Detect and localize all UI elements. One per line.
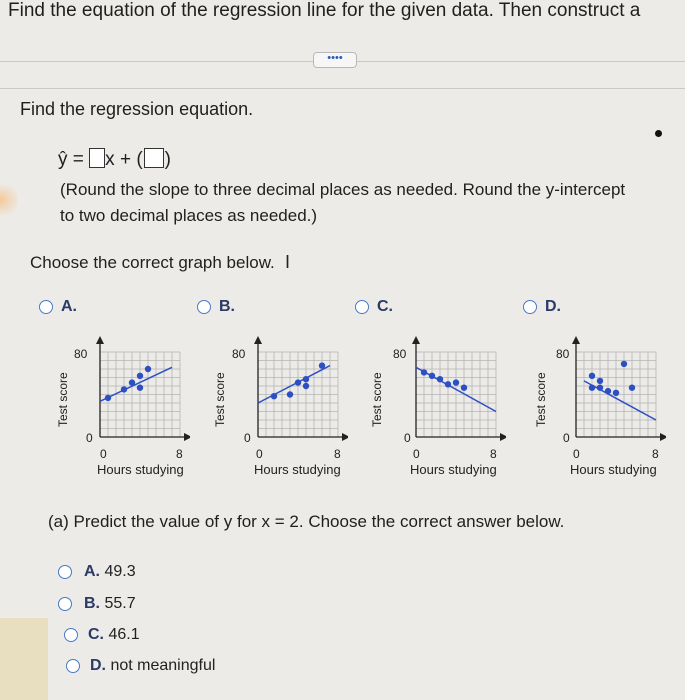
- close-paren: ): [164, 149, 171, 170]
- data-point: [137, 373, 143, 379]
- y-axis-arrow: [254, 336, 262, 344]
- question-heading: Find the regression equation.: [20, 99, 254, 119]
- more-button[interactable]: ••••: [313, 52, 357, 68]
- part-a-prompt: (a) Predict the value of y for x = 2. Choose the correct answer below.: [48, 512, 565, 531]
- graph-option-c-label[interactable]: C.: [377, 298, 393, 315]
- answer-c-text: 46.1: [108, 626, 140, 643]
- x-axis-arrow: [184, 433, 190, 441]
- chart-d-xlabel: Hours studying: [570, 462, 657, 477]
- text-cursor-icon: I: [285, 252, 291, 272]
- chart-a-ylabel: Test score: [56, 372, 70, 427]
- chart-d-plot: [566, 332, 666, 447]
- chart-b-ytick-top: 80: [232, 347, 246, 361]
- answer-a-letter: A.: [84, 563, 100, 580]
- divider: [0, 88, 685, 89]
- data-point: [121, 386, 127, 392]
- rounding-note-2: to two decimal places as needed.): [60, 206, 318, 225]
- data-point: [137, 385, 143, 391]
- y-axis-arrow: [96, 336, 104, 344]
- chart-b-xlabel: Hours studying: [254, 462, 341, 477]
- chart-b-ytick-zero: 0: [244, 431, 251, 445]
- answer-c-radio[interactable]: [64, 628, 78, 642]
- data-point: [421, 369, 427, 375]
- chart-b-ylabel: Test score: [213, 372, 227, 427]
- x-axis-arrow: [342, 433, 348, 441]
- answer-c[interactable]: [88, 626, 140, 644]
- data-point: [271, 393, 277, 399]
- chart-b-xtick-end: 8: [334, 447, 341, 461]
- graph-option-b-radio[interactable]: [197, 300, 211, 314]
- chart-d-xtick-end: 8: [652, 447, 659, 461]
- data-point: [613, 390, 619, 396]
- chart-d-ytick-zero: 0: [563, 431, 570, 445]
- answer-a[interactable]: [84, 563, 136, 581]
- data-point: [445, 381, 451, 387]
- data-point: [453, 379, 459, 385]
- graph-option-c-radio[interactable]: [355, 300, 369, 314]
- answer-a-text: 49.3: [104, 563, 136, 580]
- chart-grid: [258, 352, 338, 437]
- answer-c-letter: C.: [88, 626, 104, 643]
- chart-b-xtick-zero: 0: [256, 447, 263, 461]
- answer-b[interactable]: [84, 595, 136, 613]
- chart-c-ylabel: Test score: [370, 372, 384, 427]
- data-point: [295, 379, 301, 385]
- rounding-note-1: (Round the slope to three decimal places as needed. Round the y-intercept: [60, 180, 626, 199]
- data-point: [597, 378, 603, 384]
- chart-d-xtick-zero: 0: [573, 447, 580, 461]
- chart-grid: [100, 352, 180, 437]
- data-point: [145, 366, 151, 372]
- page-title: Find the equation of the regression line for the given data. Then construct a: [8, 0, 641, 21]
- y-axis-arrow: [572, 336, 580, 344]
- yhat-symbol: ŷ: [58, 149, 68, 170]
- regression-line: [258, 366, 330, 403]
- graph-option-d-radio[interactable]: [523, 300, 537, 314]
- data-point: [303, 376, 309, 382]
- chart-c-ytick-zero: 0: [404, 431, 411, 445]
- chart-a-ytick-zero: 0: [86, 431, 93, 445]
- chart-c-plot: [406, 332, 506, 447]
- chart-a-plot: [90, 332, 190, 447]
- data-point: [437, 376, 443, 382]
- data-point: [589, 373, 595, 379]
- background-shade: [0, 618, 48, 700]
- open-paren: (: [136, 149, 143, 170]
- data-point: [605, 388, 611, 394]
- chart-a-xtick-zero: 0: [100, 447, 107, 461]
- data-point: [129, 379, 135, 385]
- chart-c-ytick-top: 80: [393, 347, 407, 361]
- answer-b-text: 55.7: [104, 595, 136, 612]
- answer-d-radio[interactable]: [66, 659, 80, 673]
- x-axis-arrow: [500, 433, 506, 441]
- slope-input[interactable]: [89, 148, 105, 168]
- answer-b-letter: B.: [84, 595, 100, 612]
- data-point: [429, 373, 435, 379]
- chart-d-ylabel: Test score: [534, 372, 548, 427]
- equals-sign: =: [72, 149, 84, 170]
- chart-c-xtick-end: 8: [490, 447, 497, 461]
- data-point: [589, 385, 595, 391]
- chart-c-xtick-zero: 0: [413, 447, 420, 461]
- answer-b-radio[interactable]: [58, 597, 72, 611]
- chart-a-xlabel: Hours studying: [97, 462, 184, 477]
- chart-c-xlabel: Hours studying: [410, 462, 497, 477]
- data-point: [597, 385, 603, 391]
- regression-equation: [58, 148, 171, 171]
- x-plus: x +: [105, 149, 132, 170]
- y-axis-arrow: [412, 336, 420, 344]
- data-point: [303, 383, 309, 389]
- data-point: [287, 391, 293, 397]
- data-point: [461, 385, 467, 391]
- chart-d-ytick-top: 80: [556, 347, 570, 361]
- data-point: [319, 362, 325, 368]
- answer-d[interactable]: [90, 657, 215, 675]
- graph-option-b-label[interactable]: B.: [219, 298, 235, 315]
- answer-d-letter: D.: [90, 657, 106, 674]
- chart-grid: [416, 352, 496, 437]
- graph-option-d-label[interactable]: D.: [545, 298, 561, 315]
- graph-option-a-radio[interactable]: [39, 300, 53, 314]
- x-axis-arrow: [660, 433, 666, 441]
- data-point: [105, 395, 111, 401]
- data-point: [629, 385, 635, 391]
- data-point: [621, 361, 627, 367]
- dot-mark: [655, 130, 662, 137]
- answer-a-radio[interactable]: [58, 565, 72, 579]
- light-glare: [0, 185, 18, 215]
- chart-b-plot: [248, 332, 348, 447]
- graph-option-a-label[interactable]: A.: [61, 298, 77, 315]
- intercept-input[interactable]: [144, 148, 164, 168]
- chart-a-xtick-end: 8: [176, 447, 183, 461]
- answer-d-text: not meaningful: [110, 657, 216, 674]
- choose-graph-label: Choose the correct graph below.: [30, 253, 275, 272]
- regression-line: [100, 367, 172, 401]
- chart-a-ytick-top: 80: [74, 347, 88, 361]
